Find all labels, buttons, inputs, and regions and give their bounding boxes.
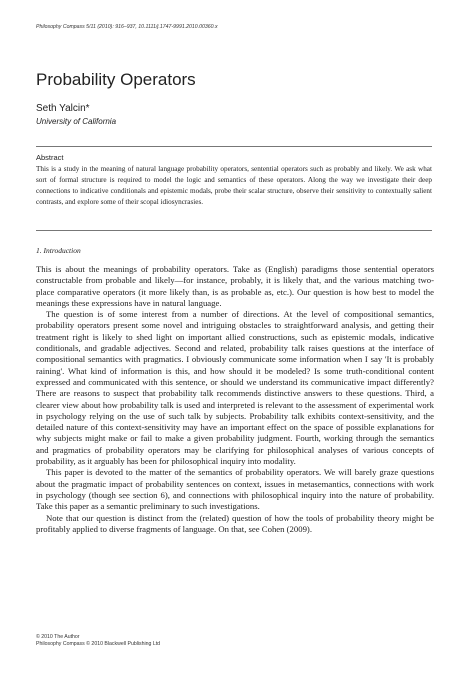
author-affiliation: University of California	[36, 117, 117, 126]
abstract-top-rule	[36, 146, 432, 147]
abstract-label: Abstract	[36, 153, 64, 162]
author-name: Seth Yalcin*	[36, 103, 90, 114]
copyright-line: © 2010 The Author	[36, 634, 80, 640]
page-footer	[36, 634, 160, 649]
paragraph: The question is of some interest from a number of directions. At the level of compositional semantics, probability operators present some novel and intriguing obstacles to straightforward analysis, and getting their treatment right is likely to shed light on important allied constructions, such as epistemic modals, indicative conditionals, and gradable adjectives. Second and related, probability talk raises questions at the interface of compositional semantics with pragmatics. I obviously communicate some information when I say 'It is probably raining'. What kind of information is this, and how should it be modeled? Is some truth-conditional content expressed and communicated with this sentence, or should we understand its communicative impact differently? There are reasons to suspect that probability talk recommends distinctive answers to these questions. Third, a clearer view about how probability talk is used and interpreted is relevant to the assessment of experimental work in psychology relying on the use of such talk by subjects. Probability talk exhibits context-sensitivity, and the detailed nature of this context-sensitivity may have an important effect on the space of possible explanations for why subjects might make or fail to make a given probability judgment. Fourth, working through the semantics and pragmatics of probability operators may be clarifying for philosophical analyses of various concepts of probability, as it arguably has been for philosophical inquiry into modality.	[36, 309, 434, 467]
paragraph: This paper is devoted to the matter of the semantics of probability operators. We will barely graze questions about the pragmatic impact of probability sentences on context, issues in metasemantics, connections with work in psychology (though see section 6), and connections with philosophical inquiry into the nature of probability. Take this paper as a semantic preliminary to such investigations.	[36, 467, 434, 512]
abstract-bottom-rule	[36, 230, 432, 231]
section-heading: 1. Introduction	[36, 246, 81, 255]
article-title: Probability Operators	[36, 70, 196, 89]
journal-line: Philosophy Compass © 2010 Blackwell Publishing Ltd	[36, 641, 161, 648]
journal-citation: Philosophy Compass 5/11 (2010): 916–937, 10.1111/j.1747-9991.2010.00360.x	[36, 24, 218, 30]
abstract-text: This is a study in the meaning of natural language probability operators, sentential operators such as probably and likely. We ask what sort of formal structure is required to model the logic and semantics of these operators. Along the way we investigate their deep connections to indicative conditionals and epistemic modals, probe their scalar structure, observe their sensitivity to contextually salient contrasts, and explore some of their scopal idiosyncrasies.	[36, 165, 432, 206]
paragraph: This is about the meanings of probability operators. Take as (English) paradigms those sentential operators constructable from probable and likely—for instance, probably, it is likely that, and the various matching two-place comparative operators (it more likely than, is as probable as, etc.). Our question is how best to model the meanings these expressions have in natural language.	[36, 264, 434, 308]
body-text	[36, 264, 434, 535]
paragraph: Note that our question is distinct from the (related) question of how the tools of probability theory might be profitably applied to diverse fragments of language. On that, see Cohen (2009).	[36, 512, 434, 534]
